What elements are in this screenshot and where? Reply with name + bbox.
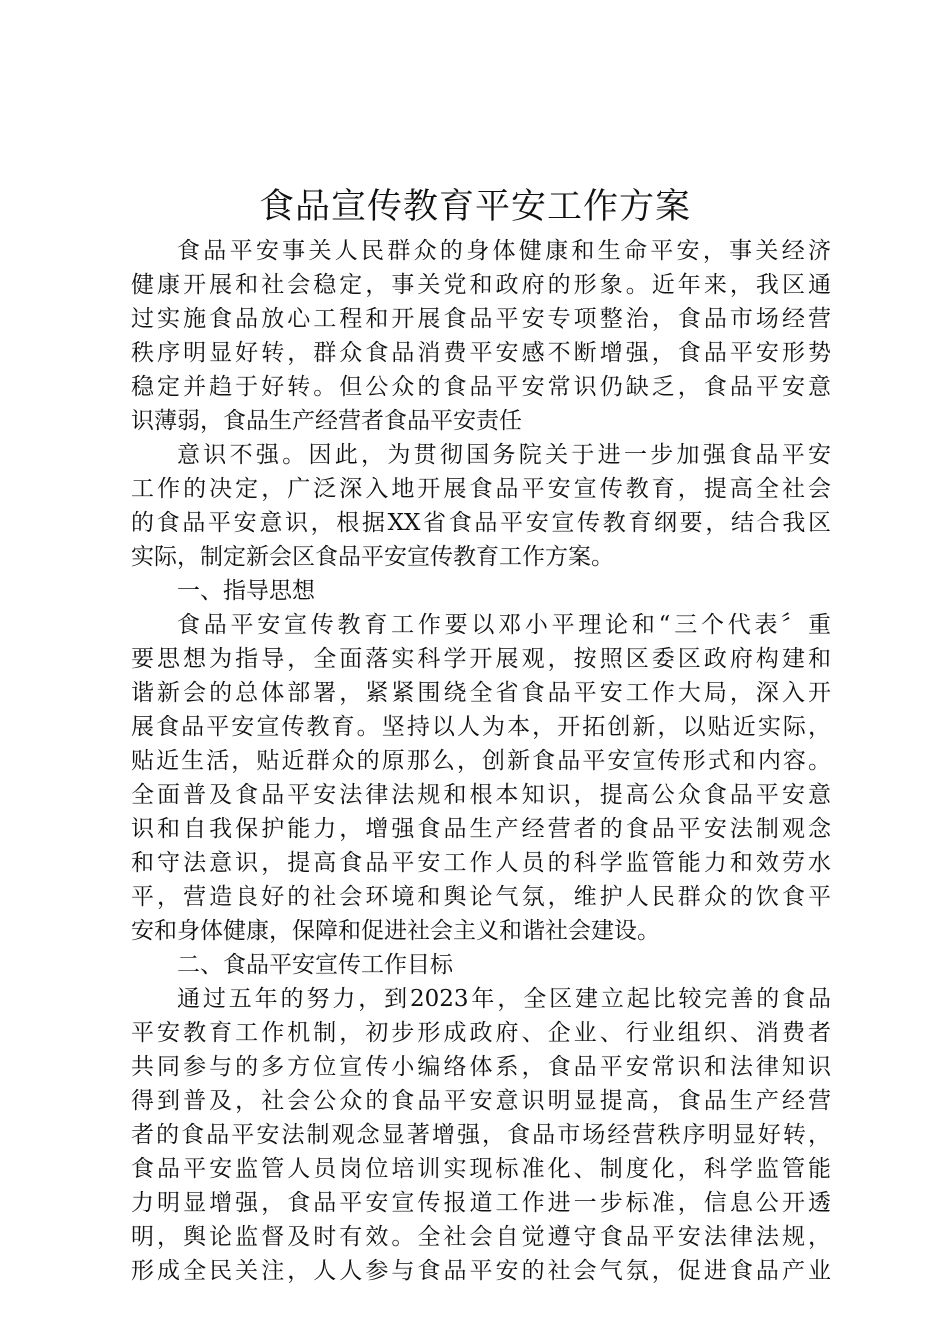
text-line: 食品平安监管人员岗位培训实现标准化、制度化，科学监管能 [131,1156,831,1182]
text-line: 平安教育工作机制，初步形成政府、企业、行业组织、消费者 [131,1020,831,1046]
text-line: 力明显增强，食品平安宣传报道工作进一步标准，信息公开透 [131,1190,831,1216]
text-line: 和守法意识，提高食品平安工作人员的科学监管能力和效劳水 [131,850,831,876]
section-heading: 二、食品平安宣传工作目标 [177,952,453,978]
text-line: 得到普及，社会公众的食品平安意识明显提高，食品生产经营 [131,1088,831,1114]
text-line: 者的食品平安法制观念显著增强，食品市场经营秩序明显好转， [131,1122,831,1148]
text-line: 形成全民关注，人人参与食品平安的社会气氛，促进食品产业 [131,1258,831,1284]
document-body [131,234,831,1288]
text-line: 贴近生活，贴近群众的原那么，创新食品平安宣传形式和内容。 [131,748,831,774]
text-line: 稳定并趋于好转。但公众的食品平安常识仍缺乏，食品平安意 [131,374,831,400]
text-line: 平，营造良好的社会环境和舆论气氛，维护人民群众的饮食平 [131,884,831,910]
text-line: 过实施食品放心工程和开展食品平安专项整治，食品市场经营 [131,306,831,332]
text-line: 安和身体健康，保障和促进社会主义和谐社会建设。 [131,918,660,944]
text-line: 通过五年的努力，到2023年，全区建立起比较完善的食品 [177,986,831,1012]
text-line: 的食品平安意识，根据XX省食品平安宣传教育纲要，结合我区 [131,510,831,536]
text-line: 要思想为指导，全面落实科学开展观，按照区委区政府构建和 [131,646,831,672]
text-line: 食品平安事关人民群众的身体健康和生命平安，事关经济 [177,238,831,264]
text-line: 识薄弱，食品生产经营者食品平安责任 [131,408,522,434]
document-title: 食品宣传教育平安工作方案 [258,187,691,227]
text-line: 健康开展和社会稳定，事关党和政府的形象。近年来，我区通 [131,272,831,298]
section-heading: 一、指导思想 [177,578,315,604]
text-line: 意识不强。因此，为贯彻国务院关于进一步加强食品平安 [177,442,831,468]
text-line: 食品平安宣传教育工作要以邓小平理论和“三个代表〞重 [177,612,831,638]
text-line: 识和自我保护能力，增强食品生产经营者的食品平安法制观念 [131,816,831,842]
text-line: 全面普及食品平安法律法规和根本知识，提高公众食品平安意 [131,782,831,808]
text-line: 谐新会的总体部署，紧紧围绕全省食品平安工作大局，深入开 [131,680,831,706]
text-line: 秩序明显好转，群众食品消费平安感不断增强，食品平安形势 [131,340,831,366]
text-line: 共同参与的多方位宣传小编络体系，食品平安常识和法律知识 [131,1054,831,1080]
text-line: 展食品平安宣传教育。坚持以人为本，开拓创新，以贴近实际， [131,714,831,740]
text-line: 明，舆论监督及时有效。全社会自觉遵守食品平安法律法规， [131,1224,831,1250]
text-line: 工作的决定，广泛深入地开展食品平安宣传教育，提高全社会 [131,476,831,502]
text-line: 实际，制定新会区食品平安宣传教育工作方案。 [131,544,614,570]
